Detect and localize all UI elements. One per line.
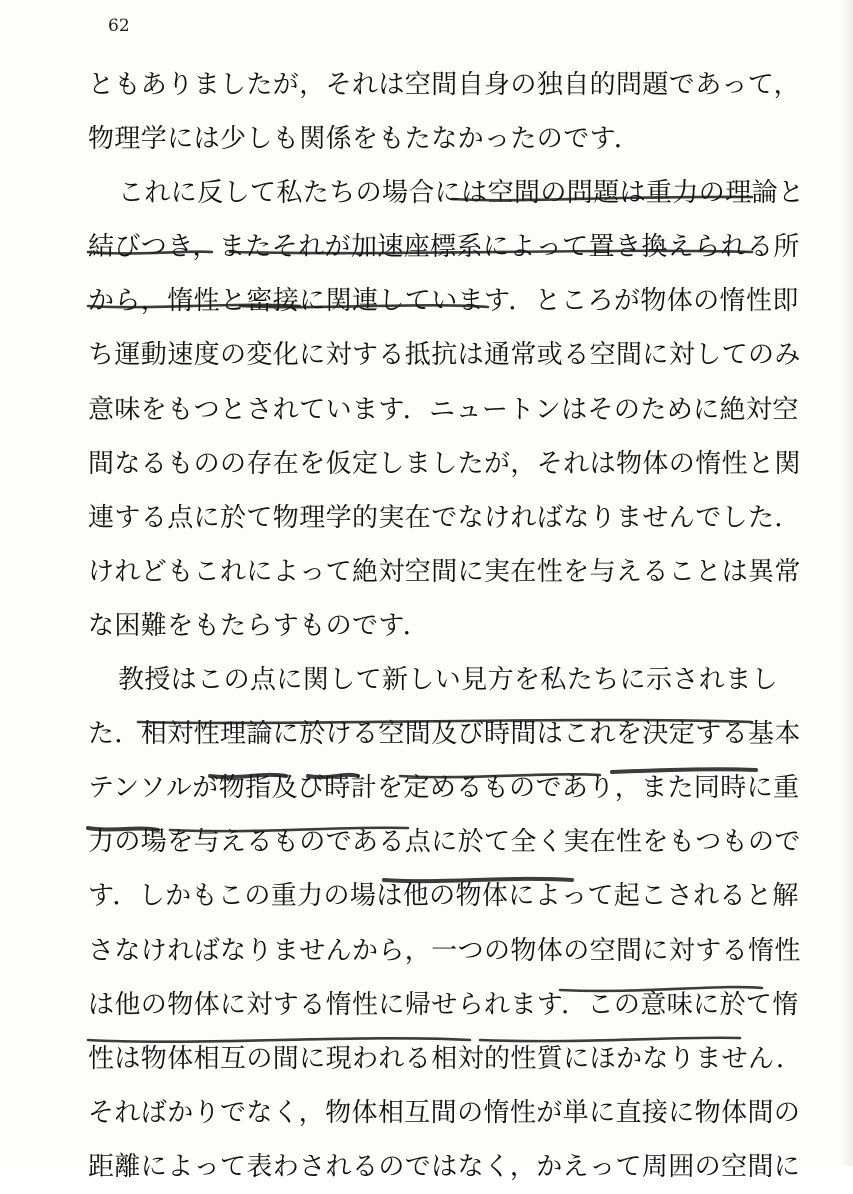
body-text [88,58,805,1194]
text-line: 力の場を与えるものである点に於て全く実在性をもつもので [88,827,801,858]
text-line: ともありましたが，それは空間自身の独自的問題であって， [88,70,801,100]
text-line: た．相対性理論に於ける空間及び時間はこれを決定する基本 [88,719,801,750]
page-number: 62 [108,16,130,36]
text-line: けれどもこれによって絶対空間に実在性を与えることは異常 [88,556,801,587]
text-line: 性は物体相互の間に現われる相対的性質にほかなりません． [88,1043,803,1074]
text-line: 結びつき，またそれが加速座標系によって置き換えられる所 [88,232,800,263]
text-line: 意味をもつとされています．ニュートンはそのために絶対空 [88,394,799,425]
text-line: から，惰性と密接に関連しています．ところが物体の惰性即 [88,286,799,317]
text-line: 物理学には少しも関係をもたなかったのです． [88,124,641,155]
text-line: テンソルが物指及び時計を定めるものであり，また同時に重 [88,773,800,804]
text-line: す．しかもこの重力の場は他の物体によって起こされると解 [88,881,799,912]
text-line: 連する点に於て物理学的実在でなければなりませんでした． [88,502,801,533]
text-line: 距離によって表わされるのではなく，かえって周囲の空間に [88,1151,801,1182]
text-line: ち運動速度の変化に対する抵抗は通常或る空間に対してのみ [88,340,801,371]
text-line: は他の物体に対する惰性に帰せられます．この意味に於て惰 [88,989,799,1020]
text-line: な困難をもたらすものです． [88,610,430,641]
page-edge-shadow [839,0,853,1166]
text-line: そればかりでなく，物体相互間の惰性が単に直接に物体間の [88,1097,801,1128]
text-line: 間なるものの存在を仮定しましたが，それは物体の惰性と関 [88,448,801,479]
text-line: さなければなりませんから，一つの物体の空間に対する惰性 [88,935,801,966]
text-line: これに反して私たちの場合には空間の問題は重力の理論と [118,178,805,209]
text-line: 教授はこの点に関して新しい見方を私たちに示されまし [118,665,779,696]
